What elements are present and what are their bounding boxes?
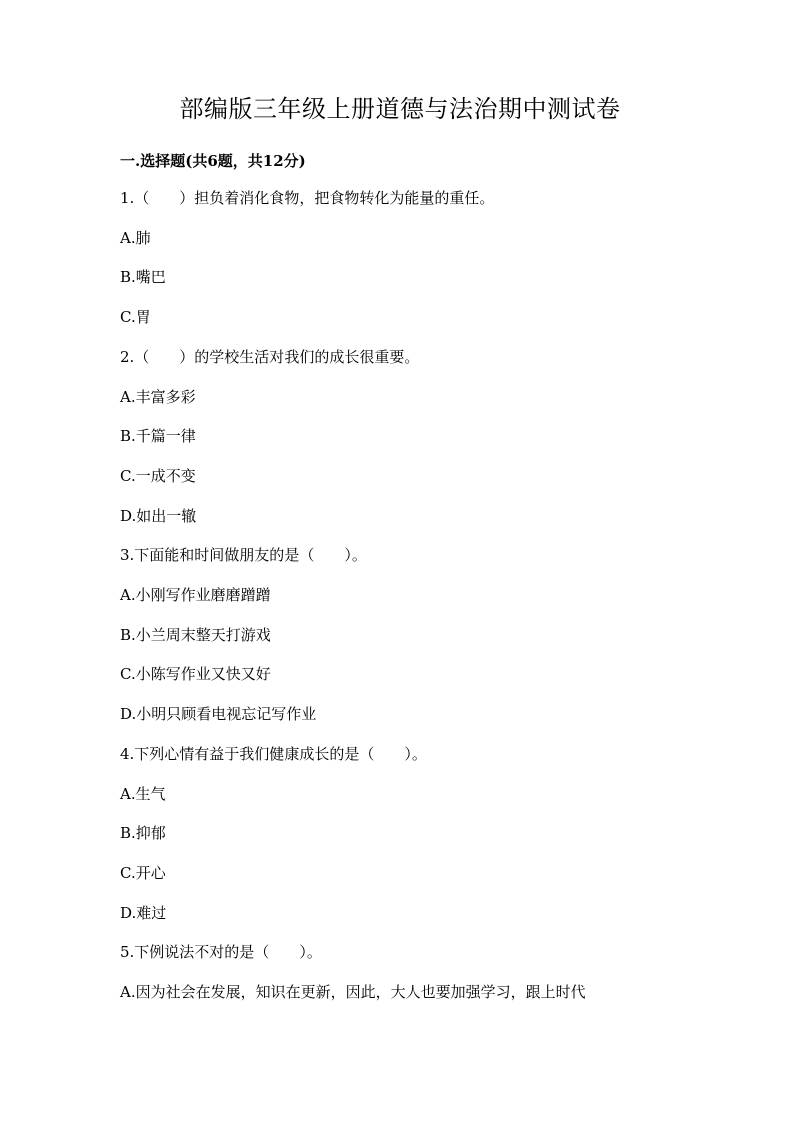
question-4-option-a: A.生气 [120, 785, 166, 803]
question-1-stem: 1.（ ）担负着消化食物，把食物转化为能量的重任。 [120, 189, 495, 207]
question-4-option-b: B.抑郁 [120, 824, 166, 842]
question-3-option-c: C.小陈写作业又快又好 [120, 665, 271, 683]
question-4-option-c: C.开心 [120, 864, 166, 882]
question-3-option-a: A.小刚写作业磨磨蹭蹭 [120, 586, 271, 604]
section-heading: 一.选择题(共6题，共12分) [120, 152, 306, 170]
question-2-option-b: B.千篇一律 [120, 427, 196, 445]
question-3-option-b: B.小兰周末整天打游戏 [120, 626, 271, 644]
question-2-stem: 2.（ ）的学校生活对我们的成长很重要。 [120, 348, 420, 366]
question-4-option-d: D.难过 [120, 904, 167, 922]
question-2-option-c: C.一成不变 [120, 467, 196, 485]
question-5-option-a: A.因为社会在发展，知识在更新，因此，大人也要加强学习，跟上时代 [120, 983, 586, 1001]
question-3-stem: 3.下面能和时间做朋友的是（ ）。 [120, 546, 367, 564]
question-5-stem: 5.下例说法不对的是（ ）。 [120, 943, 322, 961]
page-title: 部编版三年级上册道德与法治期中测试卷 [179, 95, 621, 123]
question-2-option-a: A.丰富多彩 [120, 388, 196, 406]
question-2-option-d: D.如出一辙 [120, 507, 197, 525]
question-3-option-d: D.小明只顾看电视忘记写作业 [120, 705, 317, 723]
question-1-option-b: B.嘴巴 [120, 268, 166, 286]
question-1-option-a: A.肺 [120, 229, 151, 247]
question-4-stem: 4.下列心情有益于我们健康成长的是（ ）。 [120, 745, 427, 763]
question-1-option-c: C.胃 [120, 308, 151, 326]
